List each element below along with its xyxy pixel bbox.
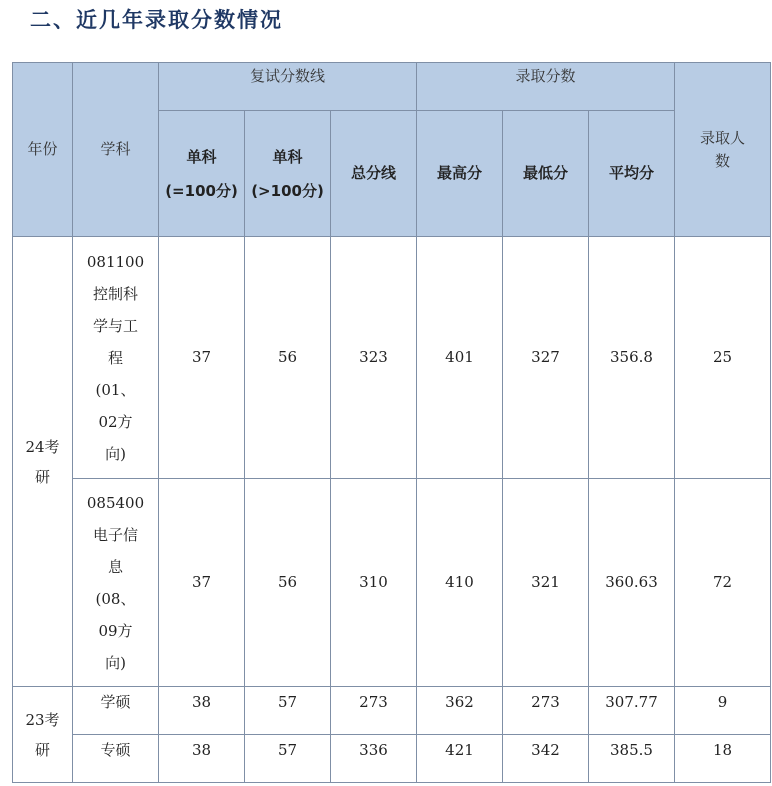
table-row [13,479,771,687]
avg-cell: 360.63 [589,479,675,687]
avg-cell: 307.77 [589,687,675,735]
subject-cell: 085400 电子信 息 (08、 09方 向) [73,479,159,687]
count-cell: 18 [675,735,771,783]
col-header-count: 录取人数 [675,63,771,237]
total-line-cell: 336 [331,735,417,783]
single1-cell: 38 [159,687,245,735]
count-cell: 9 [675,687,771,735]
col-header-admit-group: 录取分数 [417,63,675,111]
single2-cell: 57 [245,735,331,783]
single1-cell: 37 [159,479,245,687]
avg-cell: 385.5 [589,735,675,783]
max-cell: 421 [417,735,503,783]
table-row [13,735,771,783]
subject-cell: 专硕 [73,735,159,783]
header-row-1 [13,63,771,111]
table-row [13,237,771,479]
section-heading: 二、近几年录取分数情况 [30,8,283,32]
col-header-max: 最高分 [417,111,503,237]
single1-cell: 37 [159,237,245,479]
single1-cell: 38 [159,735,245,783]
avg-cell: 356.8 [589,237,675,479]
col-header-subject: 学科 [73,63,159,237]
max-cell: 401 [417,237,503,479]
min-cell: 273 [503,687,589,735]
col-header-total-line: 总分线 [331,111,417,237]
col-header-single2: 单科 (>100分) [245,111,331,237]
col-header-min: 最低分 [503,111,589,237]
count-cell: 72 [675,479,771,687]
col-header-retest-group: 复试分数线 [159,63,417,111]
subject-cell: 081100 控制科 学与工 程 (01、 02方 向) [73,237,159,479]
col-header-single1: 单科 (=100分) [159,111,245,237]
year-cell: 23考研 [13,687,73,783]
single2-cell: 57 [245,687,331,735]
max-cell: 362 [417,687,503,735]
min-cell: 342 [503,735,589,783]
min-cell: 321 [503,479,589,687]
year-cell: 24考研 [13,237,73,687]
total-line-cell: 323 [331,237,417,479]
table-row [13,687,771,735]
count-cell: 25 [675,237,771,479]
single2-cell: 56 [245,237,331,479]
admission-score-table [12,62,771,783]
subject-cell: 学硕 [73,687,159,735]
single2-cell: 56 [245,479,331,687]
col-header-avg: 平均分 [589,111,675,237]
total-line-cell: 273 [331,687,417,735]
max-cell: 410 [417,479,503,687]
col-header-year: 年份 [13,63,73,237]
admission-score-table-wrapper [12,62,771,783]
min-cell: 327 [503,237,589,479]
total-line-cell: 310 [331,479,417,687]
